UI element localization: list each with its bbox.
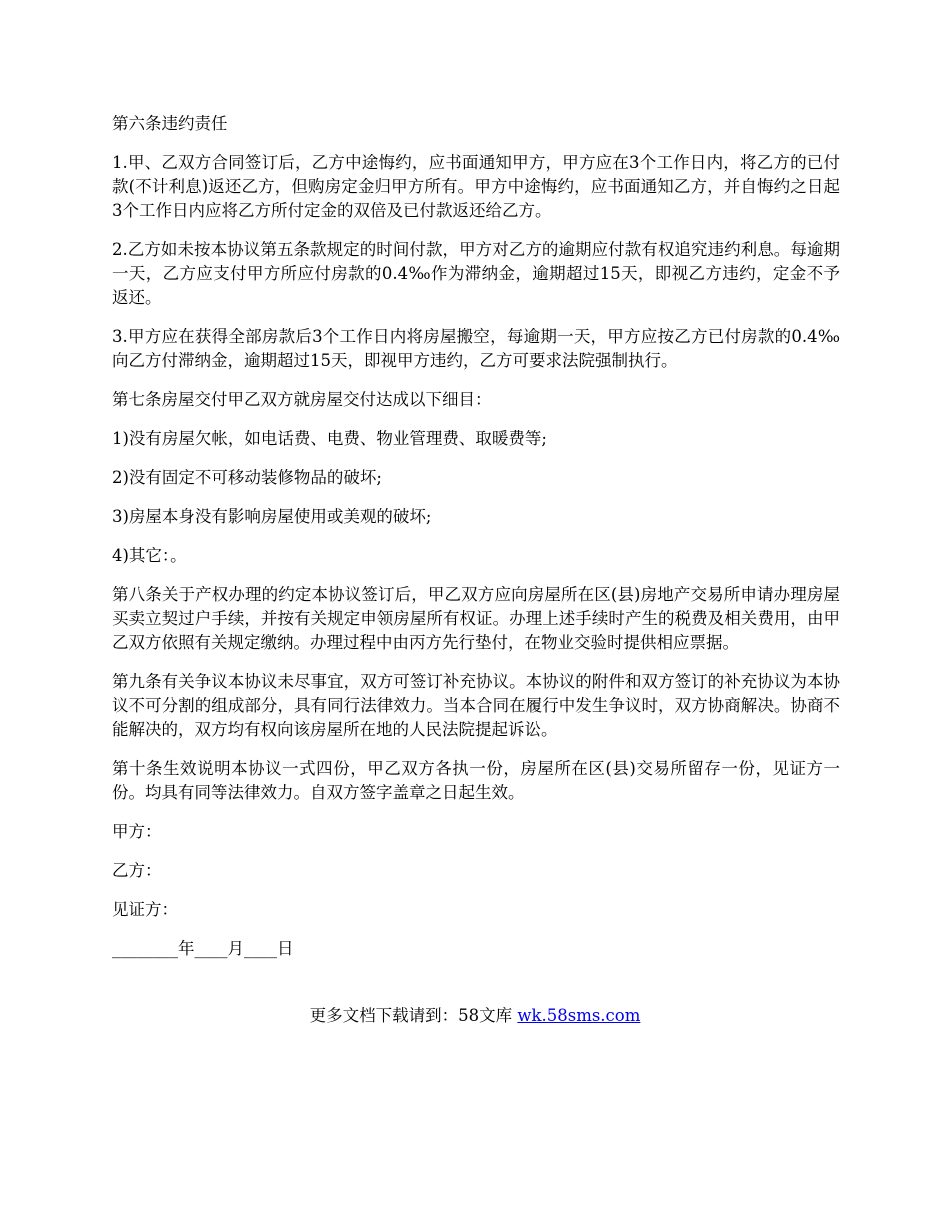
party-a-signature: 甲方： (112, 822, 162, 841)
footer-prefix: 更多文档下载请到：58文库 (309, 1006, 518, 1025)
section-9: 第九条有关争议本协议未尽事宜，双方可签订补充协议。本协议的附件和双方签订的补充协议为本协议不可分割的组成部分，具有同行法律效力。当本合同在履行中发生争议时，双方协商解决。协商不能解决的，双方均有权向该房屋所在地的人民法院提起诉讼。 (112, 672, 840, 739)
footer-link[interactable]: wk.58sms.com (517, 1006, 641, 1025)
clause-7-1: 1)没有房屋欠帐，如电话费、电费、物业管理费、取暖费等; (112, 429, 547, 448)
clause-6-1: 1.甲、乙双方合同签订后，乙方中途悔约，应书面通知甲方，甲方应在3个工作日内，将乙方的已付款(不计利息)返还乙方，但购房定金归甲方所有。甲方中途悔约，应书面通知乙方，并自悔约之日起3个工作日内应将乙方所付定金的双倍及已付款返还给乙方。 (112, 153, 840, 220)
section-10: 第十条生效说明本协议一式四份，甲乙双方各执一份，房屋所在区(县)交易所留存一份，见证方一份。均具有同等法律效力。自双方签字盖章之日起生效。 (112, 759, 840, 802)
witness-signature: 见证方： (112, 900, 178, 919)
document-body (112, 112, 840, 976)
clause-6-3: 3.甲方应在获得全部房款后3个工作日内将房屋搬空，每逾期一天，甲方应按乙方已付房款的0.4‰向乙方付滞纳金，逾期超过15天，即视甲方违约，乙方可要求法院强制执行。 (112, 327, 840, 370)
clause-7-4: 4)其它：。 (112, 546, 187, 565)
footer (0, 1004, 950, 1028)
clause-7-3: 3)房屋本身没有影响房屋使用或美观的破坏; (112, 507, 432, 526)
party-b-signature: 乙方： (112, 861, 162, 880)
section-6-title: 第六条违约责任 (112, 114, 228, 133)
section-7-title: 第七条房屋交付甲乙双方就房屋交付达成以下细目： (112, 390, 492, 409)
clause-6-2: 2.乙方如未按本协议第五条款规定的时间付款，甲方对乙方的逾期应付款有权追究违约利息。每逾期一天，乙方应支付甲方所应付房款的0.4‰作为滞纳金，逾期超过15天，即视乙方违约，定金不予返还。 (112, 240, 840, 307)
date-line: ________年____月____日 (112, 939, 294, 958)
clause-7-2: 2)没有固定不可移动装修物品的破坏; (112, 468, 382, 487)
section-8: 第八条关于产权办理的约定本协议签订后，甲乙双方应向房屋所在区(县)房地产交易所申请办理房屋买卖立契过户手续，并按有关规定申领房屋所有权证。办理上述手续时产生的税费及相关费用，由甲乙双方依照有关规定缴纳。办理过程中由丙方先行垫付，在物业交验时提供相应票据。 (112, 585, 840, 652)
